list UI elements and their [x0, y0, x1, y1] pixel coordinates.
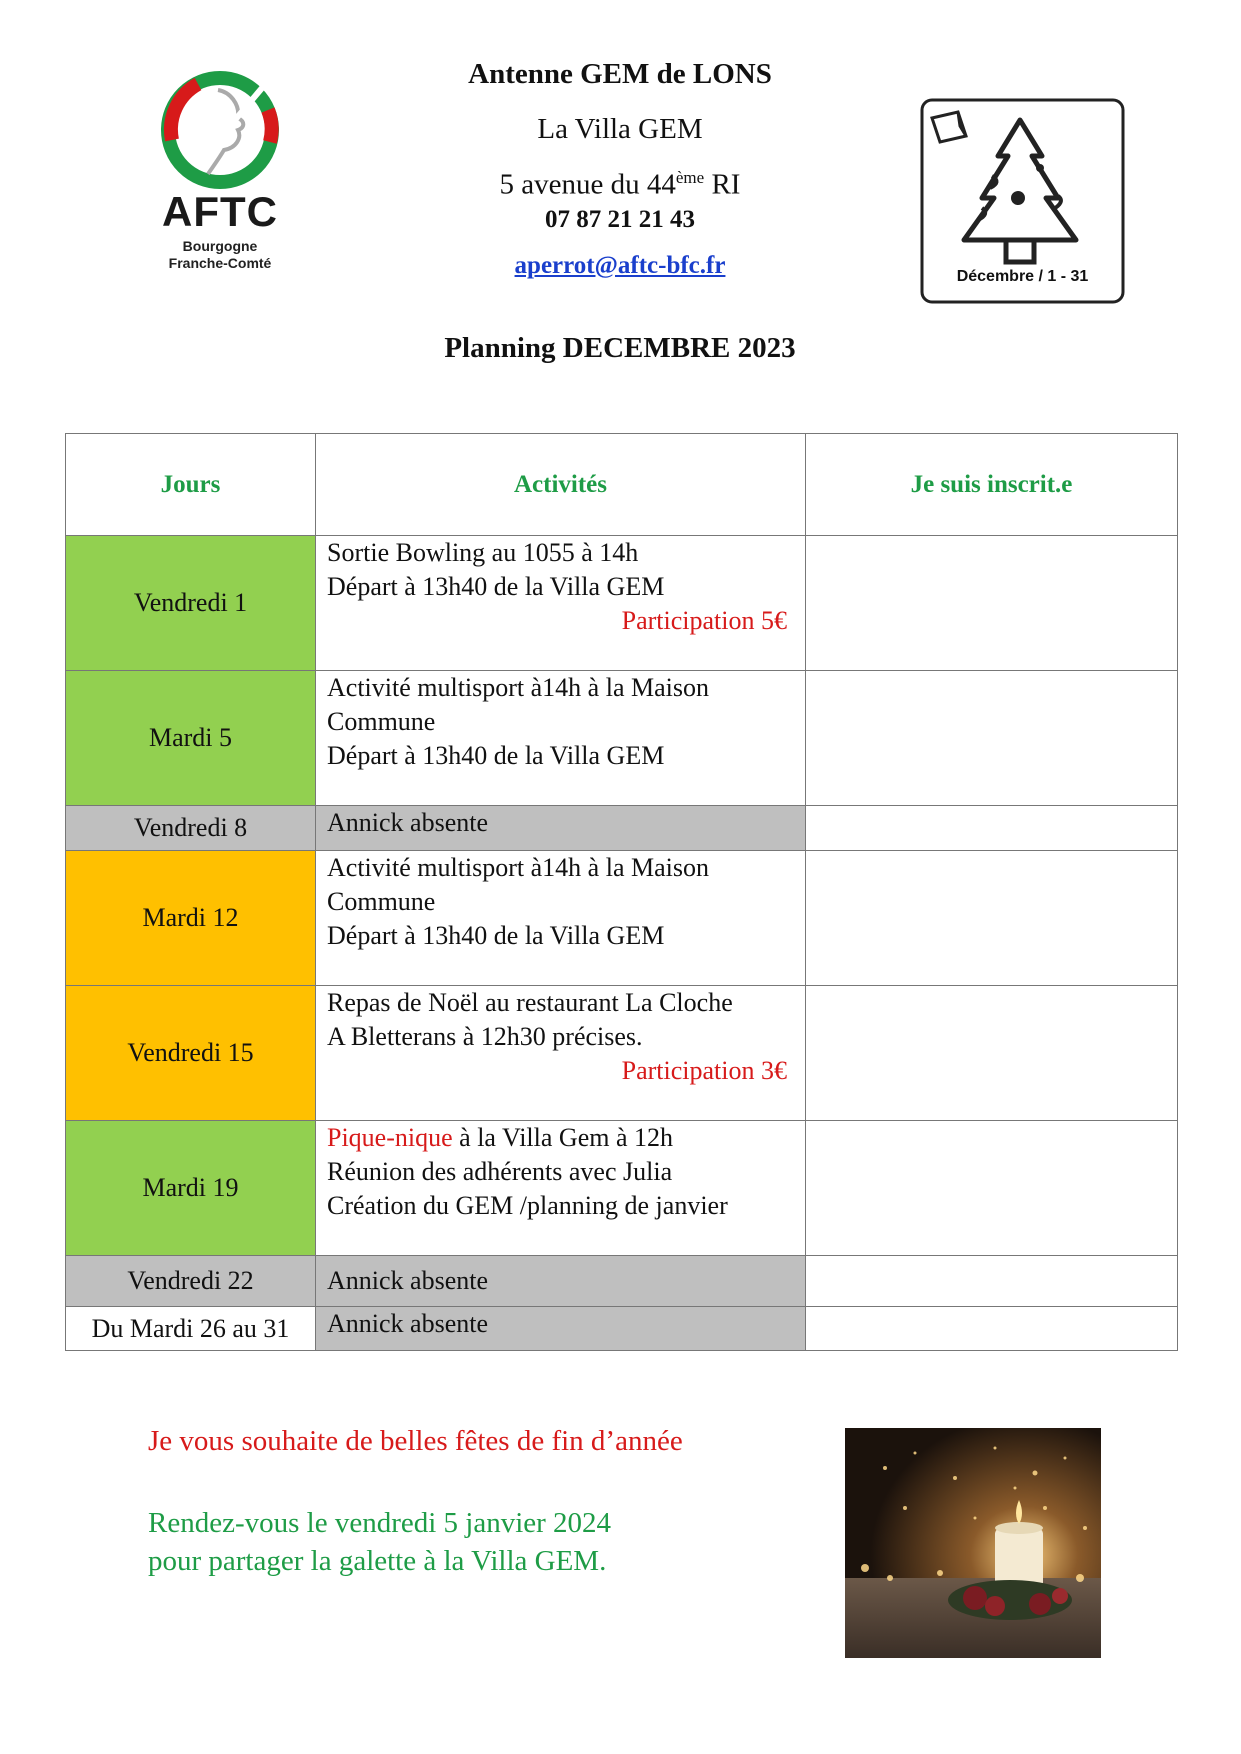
activity-cell: [316, 851, 806, 986]
table-row: [66, 671, 1178, 806]
table-row: [66, 536, 1178, 671]
participation-label: Participation 3€: [621, 1056, 787, 1085]
candle-photo: [845, 1428, 1101, 1658]
rendezvous-line1: Rendez-vous le vendredi 5 janvier 2024: [148, 1507, 612, 1539]
calendar-caption: Décembre / 1 - 31: [956, 268, 1089, 285]
activity-line: Activité multisport à14h à la Maison Commune: [327, 673, 709, 736]
activity-cell: [316, 1307, 806, 1351]
activity-line-rest: à la Villa Gem à 12h: [452, 1123, 673, 1152]
logo-brand: AFTC: [162, 188, 278, 235]
registration-cell[interactable]: [806, 806, 1178, 851]
activity-cell: [316, 1121, 806, 1256]
activity-line: Annick absente: [327, 1266, 489, 1295]
header-registered: Je suis inscrit.e: [806, 434, 1178, 536]
day-cell: Du Mardi 26 au 31: [66, 1307, 316, 1351]
header-venue: La Villa GEM: [537, 113, 703, 145]
activity-line: Réunion des adhérents avec Julia: [327, 1157, 673, 1186]
day-cell: Mardi 12: [66, 851, 316, 986]
activity-line: Départ à 13h40 de la Villa GEM: [327, 921, 665, 950]
address-sup: ème: [675, 168, 705, 187]
header-activities: Activités: [316, 434, 806, 536]
activity-line: [327, 1121, 795, 1155]
address-suffix: RI: [704, 168, 741, 201]
header-phone: 07 87 21 21 43: [545, 205, 695, 233]
address-prefix: 5 avenue du 44: [499, 168, 676, 201]
day-cell: Vendredi 1: [66, 536, 316, 671]
registration-cell[interactable]: [806, 851, 1178, 986]
day-cell: Vendredi 15: [66, 986, 316, 1121]
header-email: [400, 252, 840, 280]
email-link[interactable]: aperrot@aftc-bfc.fr: [514, 251, 726, 279]
activity-line: Repas de Noël au restaurant La Cloche: [327, 988, 733, 1017]
activity-line: Création du GEM /planning de janvier: [327, 1191, 728, 1220]
activity-line: Activité multisport à14h à la Maison Commune: [327, 853, 709, 916]
header-address: [400, 168, 840, 202]
activity-line: Départ à 13h40 de la Villa GEM: [327, 572, 665, 601]
activity-line: Annick absente: [327, 1309, 489, 1338]
page-title: Planning DECEMBRE 2023: [444, 332, 796, 364]
participation-label: Participation 5€: [621, 606, 787, 635]
rendezvous-text: [148, 1504, 611, 1580]
day-cell: Vendredi 8: [66, 806, 316, 851]
schedule-table: [65, 433, 1178, 1351]
day-cell: Vendredi 22: [66, 1256, 316, 1307]
registration-cell[interactable]: [806, 1121, 1178, 1256]
header-contact-block: [400, 58, 840, 280]
activity-line: Annick absente: [327, 808, 489, 837]
day-cell: Mardi 19: [66, 1121, 316, 1256]
registration-cell[interactable]: [806, 1307, 1178, 1351]
activity-line: Sortie Bowling au 1055 à 14h: [327, 538, 639, 567]
table-header-row: [66, 434, 1178, 536]
activity-cell: [316, 671, 806, 806]
activity-cell: [316, 1256, 806, 1307]
logo-region: [150, 238, 290, 272]
day-cell: Mardi 5: [66, 671, 316, 806]
header-days: Jours: [66, 434, 316, 536]
activity-line: A Bletterans à 12h30 précises.: [327, 1022, 643, 1051]
table-row: [66, 851, 1178, 986]
table-row: [66, 806, 1178, 851]
activity-cell: [316, 536, 806, 671]
registration-cell[interactable]: [806, 671, 1178, 806]
registration-cell[interactable]: [806, 1256, 1178, 1307]
logo-region-line2: Franche-Comté: [168, 255, 272, 271]
candle-image-icon: [845, 1428, 1101, 1658]
aftc-logo: [150, 70, 290, 270]
registration-cell[interactable]: [806, 986, 1178, 1121]
table-row: [66, 1307, 1178, 1351]
registration-cell[interactable]: [806, 536, 1178, 671]
activity-line: Départ à 13h40 de la Villa GEM: [327, 741, 665, 770]
activity-cell: [316, 806, 806, 851]
logo-ring-icon: [158, 70, 282, 190]
calendar-tree-icon: [920, 98, 1125, 304]
table-row: [66, 986, 1178, 1121]
table-row: [66, 1121, 1178, 1256]
header-title: Antenne GEM de LONS: [468, 58, 772, 90]
logo-region-line1: Bourgogne: [182, 238, 258, 254]
rendezvous-line2: pour partager la galette à la Villa GEM.: [148, 1545, 607, 1577]
table-row: [66, 1256, 1178, 1307]
picnic-highlight: Pique-nique: [327, 1123, 453, 1152]
activity-cell: [316, 986, 806, 1121]
holiday-wishes: Je vous souhaite de belles fêtes de fin d’année: [148, 1425, 683, 1457]
